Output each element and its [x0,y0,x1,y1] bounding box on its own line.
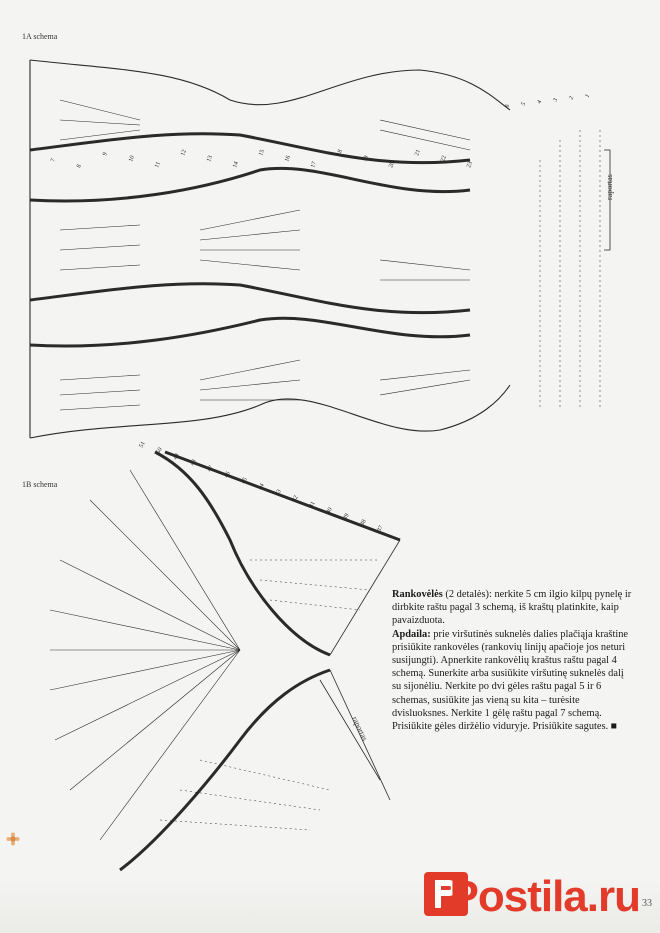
diagram-a-row-number: 9 [102,151,109,157]
finishing-paragraph [392,628,632,734]
diagram-a-row-number: 5 [520,101,528,107]
diagram-a-row-number: 3 [552,97,560,103]
diagram-b-row-number: 44 [257,482,266,491]
diagram-b-row-number: 40 [325,506,334,515]
diagram-a-row-number: 12 [180,148,188,157]
diagram-a-row-number: 4 [536,99,544,105]
diagram-a-row-number: 1 [584,93,592,99]
diagram-b-row-number: 46 [223,470,232,479]
diagram-b-label: 1B schema [22,480,58,489]
diagram-b-row-number: 45 [240,476,249,485]
diagram-b-row-number: 43 [274,488,283,497]
diagram-a-row-number: 17 [310,160,318,169]
diagram-b-side-label: raportas [350,715,370,743]
diagram-b-repeat-bracket [320,680,380,780]
page-number: 33 [642,898,652,909]
diagram-a-row-number: 6 [504,103,512,109]
diagram-a-band-2 [30,168,470,201]
diagram-b-row-number: 37 [376,524,385,533]
diagram-b-row-number: 38 [359,518,368,527]
diagram-a-row-number: 15 [258,148,266,157]
diagram-a-side-label: raportas [605,174,614,200]
diagram-a-row-number: 20 [388,160,396,169]
finishing-text: prie viršutinės suknelės dalies plačiąja kraštine prisiūkite rankovėles (rankovių linijų apačioje jos neturi susijungti). Apnerkite rankovėlių kraštus raštu pagal 4 schemą. Sunerkite arba susiūkite viršutinę suknelės dalį su sijonėliu. Nerkite po dvi gėles raštu pagal 5 ir 6 schemas, susiūkite jas vieną su kita – turėsite dvisluoksnes. Nerkite 1 gėlę raštu pagal 7 schemą. Prisiūkite gėles diržėlio viduryje. Prisiūkite sagutes. ■ [392,628,629,733]
diagram-a-bottom-edge [30,385,510,438]
diagram-a-row-number: 8 [76,163,83,169]
diagram-a-row-number: 2 [568,95,576,101]
sleeves-paragraph [392,588,632,628]
diagram-a-row-number: 7 [50,157,57,163]
diagram-b-row-number: 39 [342,512,351,521]
diagram-a-row-number: 14 [232,160,240,169]
diagram-b-row-number: 51 [138,440,147,449]
sleeves-text: (2 detalės): nerkite 5 cm ilgio kilpų pynelę ir dirbkite raštu pagal 3 schemą, iš kraštų platinkite, kaip pavaizduota. [392,589,632,627]
flower-stamp-icon [6,832,20,846]
sleeves-title: Rankovėlės [392,589,443,600]
diagram-a-top-edge [30,60,510,110]
diagram-a-row-number: 22 [440,154,448,163]
diagram-a-row-number: 10 [128,154,136,163]
diagram-b-row-number: 48 [189,458,198,467]
diagram-a-row-number: 21 [414,148,422,157]
diagram-a-band-3 [30,284,470,313]
diagram-a-row-number: 16 [284,154,292,163]
diagram-a-row-number: 13 [206,154,214,163]
diagram-a-band-1 [30,134,470,163]
diagram-b-row-number: 42 [291,494,300,503]
diagram-a-row-number: 19 [362,154,370,163]
diagram-a-row-number: 11 [154,161,162,169]
diagram-b-row-number: 50 [155,446,164,455]
diagram-b-row-number: 41 [308,500,317,509]
diagram-a-row-number: 23 [466,160,474,169]
diagram-b-side-edge-2 [330,540,400,655]
diagram-a-band-4 [30,318,470,346]
diagram-b-row-number: 49 [172,452,181,461]
diagram-a-row-number: 18 [336,148,344,157]
instructions-text [392,588,632,733]
diagram-b-row-number: 47 [206,464,215,473]
watermark-logo: Postila.ru [449,872,640,921]
finishing-title: Apdaila: [392,628,431,640]
diagram-a-label: 1A schema [22,32,58,41]
diagram-a [30,60,610,438]
